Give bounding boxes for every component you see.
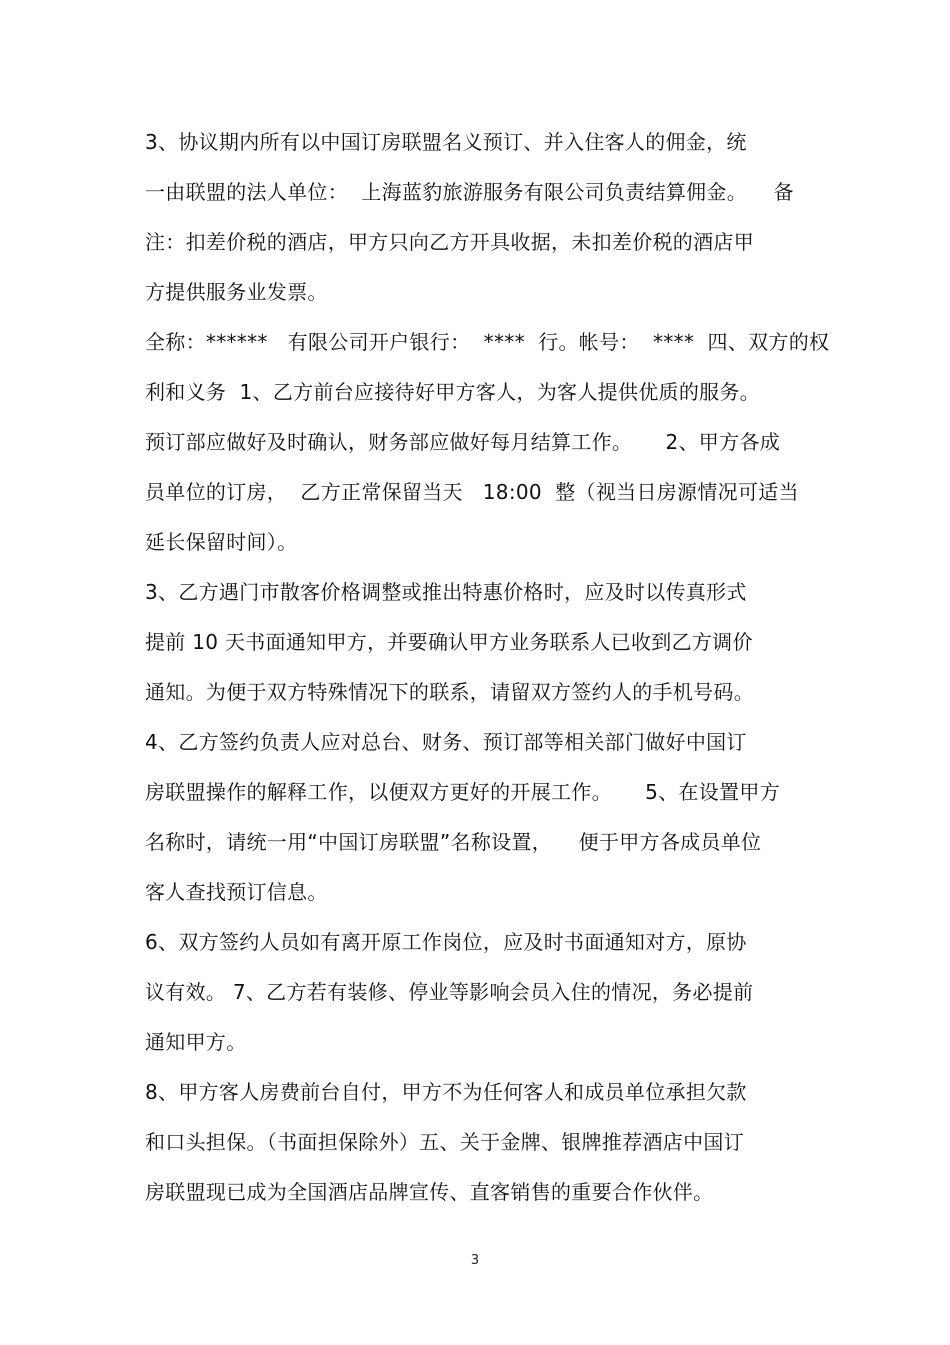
page-number: 3 [470,1253,480,1268]
text-line: 3、协议期内所有以中国订房联盟名义预订、并入住客人的佣金，统 [145,130,747,154]
text-line: 利和义务 1、乙方前台应接待好甲方客人，为客人提供优质的服务。 [145,380,761,404]
text-line: 8、甲方客人房费前台自付，甲方不为任何客人和成员单位承担欠款 [145,1080,747,1104]
text-line: 4、乙方签约负责人应对总台、财务、预订部等相关部门做好中国订 [145,730,747,754]
text-line: 预订部应做好及时确认，财务部应做好每月结算工作。 2、甲方各成 [145,430,781,454]
text-line: 和口头担保。（书面担保除外）五、关于金牌、银牌推荐酒店中国订 [145,1130,744,1154]
text-line: 6、双方签约人员如有离开原工作岗位，应及时书面通知对方，原协 [145,930,747,954]
text-line: 客人查找预订信息。 [145,880,328,904]
text-line: 房联盟现已成为全国酒店品牌宣传、直客销售的重要合作伙伴。 [145,1180,714,1204]
text-line: 员单位的订房， 乙方正常保留当天 18:00 整（视当日房源情况可适当 [145,480,799,504]
text-line: 名称时，请统一用“中国订房联盟”名称设置， 便于甲方各成员单位 [145,830,762,854]
text-line: 提前 10 天书面通知甲方，并要确认甲方业务联系人已收到乙方调价 [145,630,753,654]
text-line: 3、乙方遇门市散客价格调整或推出特惠价格时，应及时以传真形式 [145,580,747,604]
text-line: 一由联盟的法人单位： 上海蓝豹旅游服务有限公司负责结算佣金。 备 [145,180,794,204]
text-line: 注：扣差价税的酒店，甲方只向乙方开具收据，未扣差价税的酒店甲 [145,230,754,254]
text-line: 议有效。 7、乙方若有装修、停业等影响会员入住的情况，务必提前 [145,980,754,1004]
text-line: 通知甲方。 [145,1030,247,1054]
text-line: 方提供服务业发票。 [145,280,328,304]
text-line: 延长保留时间）。 [145,530,298,554]
text-line: 房联盟操作的解释工作，以便双方更好的开展工作。 5、在设置甲方 [145,780,781,804]
text-line: 通知。为便于双方特殊情况下的联系，请留双方签约人的手机号码。 [145,680,754,704]
text-line: 全称：****** 有限公司开户银行： **** 行。帐号： **** 四、双方的权 [145,330,830,354]
